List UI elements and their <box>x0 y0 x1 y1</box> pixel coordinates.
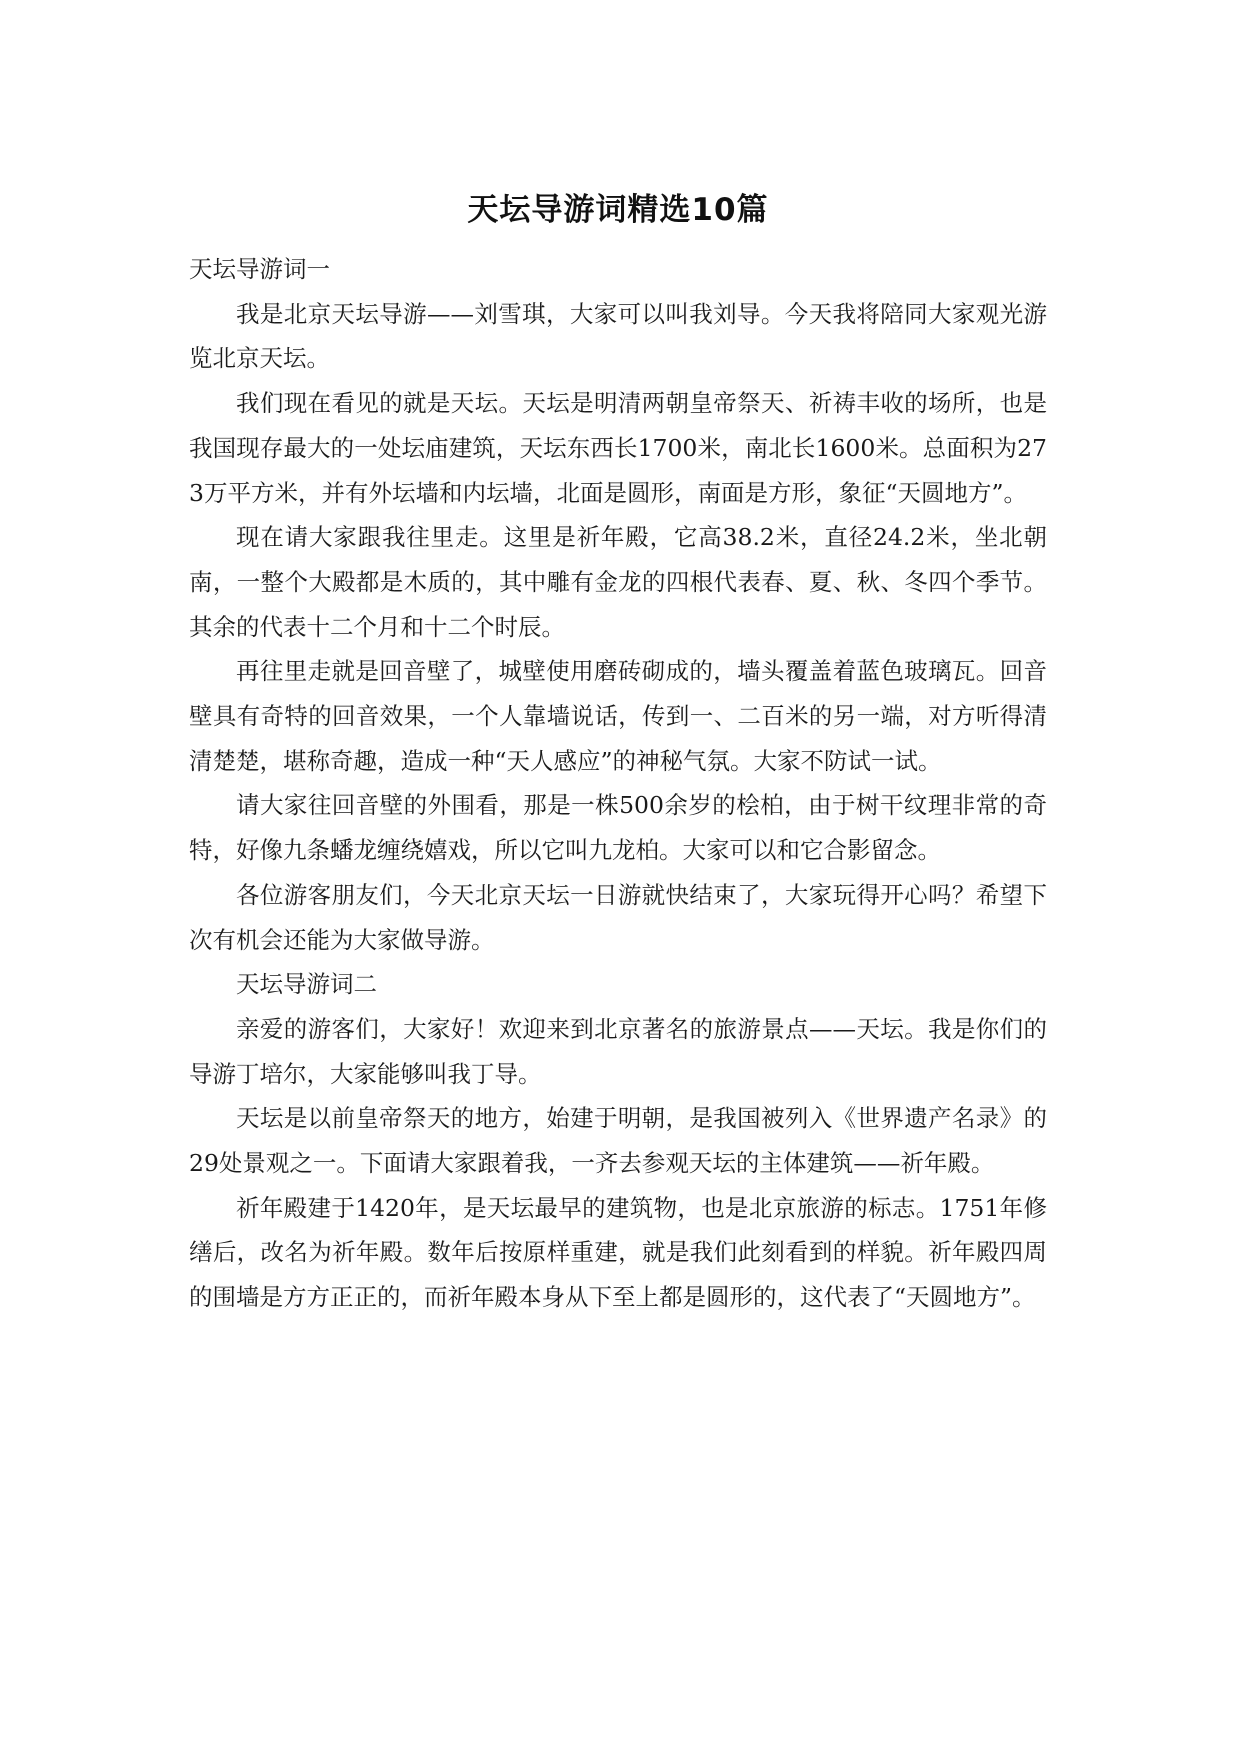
section-heading-2: 天坛导游词二 <box>236 970 377 999</box>
paragraph: 请大家往回音壁的外围看，那是一株500余岁的桧柏，由于树干纹理非常的奇特，好像九条蟠龙缠绕嬉戏，所以它叫九龙柏。大家可以和它合影留念。 <box>189 791 1047 865</box>
section-heading-1: 天坛导游词一 <box>189 255 330 283</box>
document-body <box>189 185 1047 1320</box>
paragraph: 各位游客朋友们，今天北京天坛一日游就快结束了，大家玩得开心吗？希望下次有机会还能为大家做导游。 <box>189 880 1047 954</box>
paragraph: 祈年殿建于1420年，是天坛最早的建筑物，也是北京旅游的标志。1751年修缮后，改名为祈年殿。数年后按原样重建，就是我们此刻看到的样貌。祈年殿四周的围墙是方方正正的，而祈年殿本身从下至上都是圆形的，这代表了“天圆地方”。 <box>189 1193 1047 1312</box>
paragraph: 我是北京天坛导游——刘雪琪，大家可以叫我刘导。今天我将陪同大家观光游览北京天坛。 <box>189 299 1047 373</box>
paragraph: 现在请大家跟我往里走。这里是祈年殿，它高38.2米，直径24.2米，坐北朝南，一整个大殿都是木质的，其中雕有金龙的四根代表春、夏、秋、冬四个季节。其余的代表十二个月和十二个时辰。 <box>189 523 1047 641</box>
paragraph: 我们现在看见的就是天坛。天坛是明清两朝皇帝祭天、祈祷丰收的场所，也是我国现存最大的一处坛庙建筑，天坛东西长1700米，南北长1600米。总面积为273万平方米，并有外坛墙和内坛墙，北面是圆形，南面是方形，象征“天圆地方”。 <box>189 389 1047 507</box>
document-title: 天坛导游词精选10篇 <box>467 192 769 228</box>
paragraph: 亲爱的游客们，大家好！欢迎来到北京著名的旅游景点——天坛。我是你们的导游丁培尔，大家能够叫我丁导。 <box>189 1014 1047 1088</box>
paragraph: 天坛是以前皇帝祭天的地方，始建于明朝，是我国被列入《世界遗产名录》的29处景观之一。下面请大家跟着我，一齐去参观天坛的主体建筑——祈年殿。 <box>189 1104 1047 1178</box>
paragraph: 再往里走就是回音壁了，城壁使用磨砖砌成的，墙头覆盖着蓝色玻璃瓦。回音壁具有奇特的回音效果，一个人靠墙说话，传到一、二百米的另一端，对方听得清清楚楚，堪称奇趣，造成一种“天人感应”的神秘气氛。大家不防试一试。 <box>189 657 1047 775</box>
